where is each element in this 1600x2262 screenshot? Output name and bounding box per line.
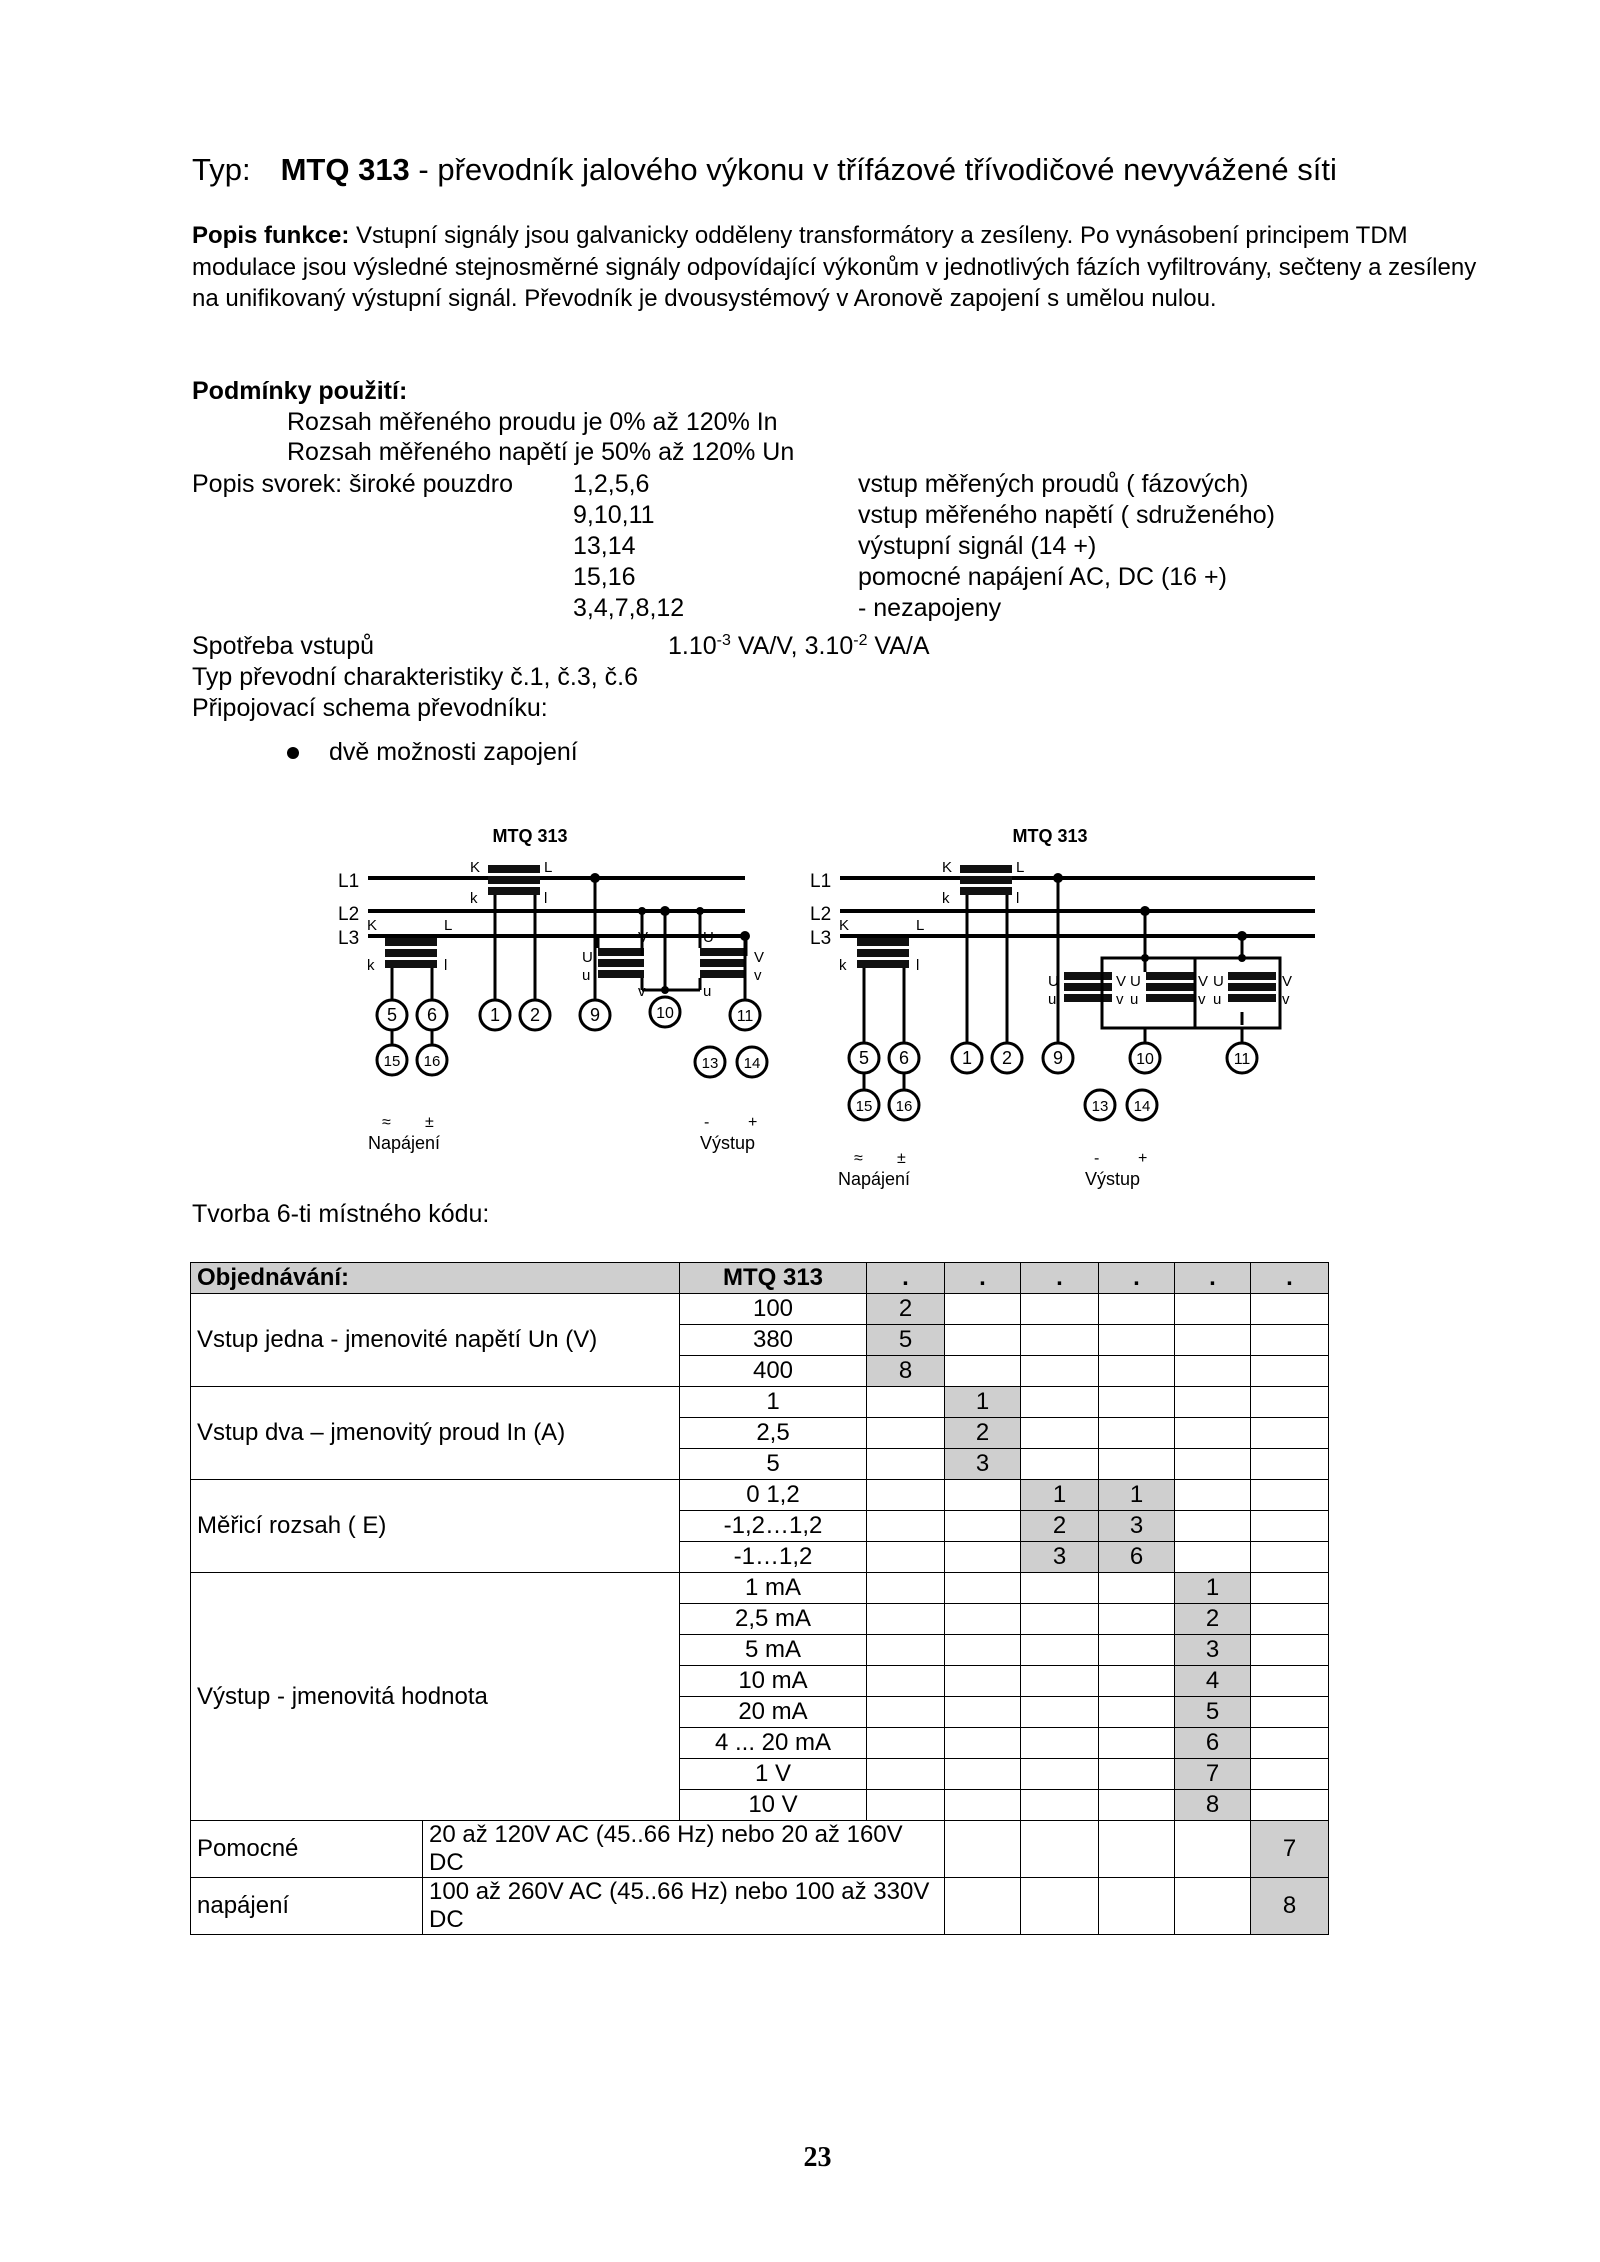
terminal-11: 11 bbox=[736, 1008, 754, 1025]
option-value: 4 ... 20 mA bbox=[680, 1728, 867, 1759]
code-cell bbox=[1175, 1449, 1251, 1480]
terminal-13-2: 13 bbox=[1091, 1098, 1109, 1115]
terminal-10-2: 10 bbox=[1136, 1051, 1154, 1068]
supply-label: Napájení bbox=[368, 1133, 441, 1153]
diagram-title-2: MTQ 313 bbox=[1012, 826, 1088, 846]
consumption-a-exp: -2 bbox=[853, 632, 868, 649]
code-cell: 3 bbox=[1175, 1635, 1251, 1666]
option-value: 5 mA bbox=[680, 1635, 867, 1666]
plus-symbol-2: + bbox=[1138, 1150, 1148, 1167]
code-cell: 5 bbox=[867, 1325, 945, 1356]
option-value: -1,2…1,2 bbox=[680, 1511, 867, 1542]
terminal-pins: 13,14 bbox=[573, 532, 636, 560]
code-cell bbox=[1021, 1573, 1099, 1604]
code-cell bbox=[1251, 1728, 1329, 1759]
code-cell bbox=[1251, 1511, 1329, 1542]
code-label: Tvorba 6-ti místného kódu: bbox=[192, 1200, 490, 1228]
code-cell bbox=[1175, 1821, 1251, 1878]
code-cell bbox=[1099, 1759, 1175, 1790]
code-cell bbox=[1099, 1325, 1175, 1356]
code-cell bbox=[867, 1449, 945, 1480]
phase-label-l2-2: L2 bbox=[810, 904, 832, 925]
option-value: 5 bbox=[680, 1449, 867, 1480]
code-cell bbox=[1021, 1325, 1099, 1356]
ct-k-lower: k bbox=[470, 890, 478, 907]
code-cell bbox=[945, 1666, 1021, 1697]
code-cell bbox=[1099, 1728, 1175, 1759]
code-cell bbox=[1099, 1294, 1175, 1325]
option-value: 100 bbox=[680, 1294, 867, 1325]
code-cell: 2 bbox=[1175, 1604, 1251, 1635]
output-label-2: Výstup bbox=[1085, 1169, 1141, 1189]
vt-v-lower-3: v bbox=[1116, 991, 1124, 1008]
code-cell bbox=[1021, 1697, 1099, 1728]
code-cell bbox=[945, 1697, 1021, 1728]
option-value: -1…1,2 bbox=[680, 1542, 867, 1573]
terminal-6: 6 bbox=[426, 1005, 438, 1025]
vt-u-lower-4: u bbox=[1130, 991, 1139, 1008]
supply-option: 100 až 260V AC (45..66 Hz) nebo 100 až 330V DC bbox=[423, 1878, 945, 1935]
minus-symbol-2: - bbox=[1094, 1150, 1100, 1167]
code-cell bbox=[1021, 1759, 1099, 1790]
code-cell: 6 bbox=[1099, 1542, 1175, 1573]
phase-label-l1: L1 bbox=[338, 871, 360, 892]
terminal-2: 2 bbox=[529, 1005, 541, 1025]
header-label: Objednávání: bbox=[191, 1263, 680, 1294]
code-cell bbox=[1251, 1573, 1329, 1604]
option-value: 380 bbox=[680, 1325, 867, 1356]
plus-symbol: + bbox=[748, 1114, 758, 1131]
option-value: 1 V bbox=[680, 1759, 867, 1790]
supply-label-cell: Pomocné bbox=[191, 1821, 423, 1878]
group-label: Měřicí rozsah ( E) bbox=[191, 1480, 680, 1573]
schema-label: Připojovací schema převodníku: bbox=[192, 694, 548, 722]
code-cell: 1 bbox=[1099, 1480, 1175, 1511]
vt-v-lower: v bbox=[638, 983, 646, 1000]
function-description bbox=[192, 220, 1482, 315]
table-row bbox=[191, 1573, 1329, 1604]
diagram-title: MTQ 313 bbox=[492, 826, 568, 846]
terminal-1: 1 bbox=[489, 1005, 501, 1025]
vt-u-upper-2: U bbox=[703, 929, 714, 946]
code-cell bbox=[1175, 1356, 1251, 1387]
code-cell: 3 bbox=[945, 1449, 1021, 1480]
phase-label-l3: L3 bbox=[338, 928, 360, 949]
option-value: 20 mA bbox=[680, 1697, 867, 1728]
table-row bbox=[191, 1878, 1329, 1935]
terminal-5-2: 5 bbox=[858, 1048, 870, 1068]
code-cell bbox=[867, 1790, 945, 1821]
ct-k-lower-2: k bbox=[367, 957, 375, 974]
consumption-a-unit: VA/A bbox=[867, 632, 930, 660]
terminal-desc: pomocné napájení AC, DC (16 +) bbox=[858, 563, 1227, 591]
terminal-14: 14 bbox=[743, 1055, 761, 1072]
code-cell: 6 bbox=[1175, 1728, 1251, 1759]
code-cell bbox=[1251, 1666, 1329, 1697]
terminal-14-2: 14 bbox=[1133, 1098, 1151, 1115]
terminal-15-2: 15 bbox=[855, 1098, 873, 1115]
code-cell bbox=[1099, 1878, 1175, 1935]
code-cell bbox=[1021, 1635, 1099, 1666]
vt-v-lower-4: v bbox=[1198, 991, 1206, 1008]
code-cell bbox=[1021, 1604, 1099, 1635]
code-cell bbox=[945, 1511, 1021, 1542]
table-row bbox=[191, 1480, 1329, 1511]
code-cell bbox=[1099, 1697, 1175, 1728]
code-cell bbox=[945, 1356, 1021, 1387]
ct-l-lower-3: l bbox=[1016, 890, 1020, 907]
description-text: Vstupní signály jsou galvanicky odděleny transformátory a zesíleny. Po vynásobení principem TDM modulace jsou výsledné stejnosměrné signály odpovídající výkonům v jednotlivých fázích vyfiltrovány, sečteny a zesíleny na unifikovaný výstupní signál. Převodník je dvousystémový v Aronově zapojení s umělou nulou. bbox=[192, 222, 1477, 312]
table-row bbox=[191, 1294, 1329, 1325]
table-header-row bbox=[191, 1263, 1329, 1294]
vt-u-lower: u bbox=[582, 967, 591, 984]
vt-u-upper-5: U bbox=[1213, 973, 1224, 990]
group-label: Vstup jedna - jmenovité napětí Un (V) bbox=[191, 1294, 680, 1387]
header-code-slot: . bbox=[1251, 1263, 1329, 1294]
consumption-value bbox=[668, 632, 930, 661]
code-cell bbox=[1251, 1387, 1329, 1418]
code-cell bbox=[1251, 1790, 1329, 1821]
terminal-10: 10 bbox=[656, 1005, 674, 1022]
code-cell bbox=[1099, 1635, 1175, 1666]
code-cell: 1 bbox=[1021, 1480, 1099, 1511]
ct-k-upper: K bbox=[470, 859, 481, 876]
code-cell: 1 bbox=[1175, 1573, 1251, 1604]
terminal-11-2: 11 bbox=[1233, 1051, 1251, 1068]
ordering-table bbox=[190, 1262, 1329, 1935]
code-cell bbox=[1021, 1387, 1099, 1418]
code-cell bbox=[1251, 1759, 1329, 1790]
code-cell bbox=[945, 1728, 1021, 1759]
terminal-pins: 15,16 bbox=[573, 563, 636, 591]
code-cell bbox=[867, 1728, 945, 1759]
code-cell bbox=[1021, 1294, 1099, 1325]
code-cell bbox=[1099, 1573, 1175, 1604]
code-cell bbox=[1251, 1697, 1329, 1728]
terminal-pins: 1,2,5,6 bbox=[573, 470, 650, 498]
code-cell bbox=[1251, 1294, 1329, 1325]
header-code-slot: . bbox=[1099, 1263, 1175, 1294]
option-value: 10 V bbox=[680, 1790, 867, 1821]
option-value: 400 bbox=[680, 1356, 867, 1387]
code-cell bbox=[1251, 1418, 1329, 1449]
ct-l-lower: l bbox=[544, 890, 548, 907]
code-cell bbox=[867, 1573, 945, 1604]
code-cell: 2 bbox=[867, 1294, 945, 1325]
code-cell bbox=[867, 1697, 945, 1728]
code-cell bbox=[1021, 1821, 1099, 1878]
consumption-v-exp: -3 bbox=[716, 632, 731, 649]
option-value: 2,5 mA bbox=[680, 1604, 867, 1635]
terminal-6-2: 6 bbox=[898, 1048, 910, 1068]
vt-v-lower-2: v bbox=[754, 967, 762, 984]
vt-v-lower-5: v bbox=[1282, 991, 1290, 1008]
terminal-desc: vstup měřených proudů ( fázových) bbox=[858, 470, 1249, 498]
code-cell bbox=[1175, 1480, 1251, 1511]
code-cell: 4 bbox=[1175, 1666, 1251, 1697]
code-cell bbox=[1251, 1480, 1329, 1511]
vt-v-upper-2: V bbox=[754, 949, 765, 966]
code-cell bbox=[867, 1480, 945, 1511]
option-value: 1 bbox=[680, 1387, 867, 1418]
code-cell bbox=[945, 1759, 1021, 1790]
code-cell bbox=[1175, 1878, 1251, 1935]
vt-u-lower-5: u bbox=[1213, 991, 1222, 1008]
code-cell bbox=[867, 1759, 945, 1790]
code-cell bbox=[945, 1294, 1021, 1325]
code-cell: 7 bbox=[1175, 1759, 1251, 1790]
terminal-desc: výstupní signál (14 +) bbox=[858, 532, 1097, 560]
code-cell bbox=[945, 1573, 1021, 1604]
option-value: 2,5 bbox=[680, 1418, 867, 1449]
code-cell bbox=[1175, 1511, 1251, 1542]
code-cell: 8 bbox=[1251, 1878, 1329, 1935]
supply-option: 20 až 120V AC (45..66 Hz) nebo 20 až 160V DC bbox=[423, 1821, 945, 1878]
consumption-v-base: 1.10 bbox=[668, 632, 717, 660]
characteristics: Typ převodní charakteristiky č.1, č.3, č.6 bbox=[192, 663, 639, 691]
vt-u-upper-4: U bbox=[1130, 973, 1141, 990]
terminal-pins: 9,10,11 bbox=[573, 501, 655, 529]
ct-l-lower-2: l bbox=[444, 957, 448, 974]
terminal-13: 13 bbox=[701, 1055, 719, 1072]
code-cell bbox=[945, 1542, 1021, 1573]
ct-k-lower-4: k bbox=[839, 957, 847, 974]
code-cell bbox=[1021, 1790, 1099, 1821]
page-title bbox=[192, 152, 1337, 188]
terminal-2-2: 2 bbox=[1001, 1048, 1013, 1068]
vt-v-upper-5: V bbox=[1282, 973, 1293, 990]
phase-label-l2: L2 bbox=[338, 904, 360, 925]
title-text: - převodník jalového výkonu v třífázové třívodičové nevyvážené síti bbox=[409, 152, 1337, 187]
option-value: 10 mA bbox=[680, 1666, 867, 1697]
group-label: Výstup - jmenovitá hodnota bbox=[191, 1573, 680, 1821]
page-number: 23 bbox=[803, 2142, 832, 2173]
code-cell bbox=[1251, 1356, 1329, 1387]
pm-symbol-2: ± bbox=[897, 1150, 906, 1167]
code-cell: 1 bbox=[945, 1387, 1021, 1418]
conditions-current: Rozsah měřeného proudu je 0% až 120% In bbox=[287, 408, 778, 436]
header-code-slot: . bbox=[867, 1263, 945, 1294]
option-value: 0 1,2 bbox=[680, 1480, 867, 1511]
description-label: Popis funkce: bbox=[192, 222, 350, 249]
ct-l-upper-3: L bbox=[1016, 859, 1025, 876]
terminal-1-2: 1 bbox=[961, 1048, 973, 1068]
ct-l-lower-4: l bbox=[916, 957, 920, 974]
code-cell bbox=[1021, 1878, 1099, 1935]
type-label: Typ: bbox=[192, 152, 251, 187]
code-cell bbox=[1099, 1387, 1175, 1418]
code-cell: 2 bbox=[1021, 1511, 1099, 1542]
code-cell: 7 bbox=[1251, 1821, 1329, 1878]
terminal-16-2: 16 bbox=[895, 1098, 913, 1115]
phase-label-l3-2: L3 bbox=[810, 928, 832, 949]
code-cell bbox=[945, 1604, 1021, 1635]
wiring-diagram-left bbox=[338, 826, 767, 1153]
code-cell bbox=[1175, 1542, 1251, 1573]
bullet-icon bbox=[287, 747, 299, 759]
code-cell bbox=[1251, 1542, 1329, 1573]
code-cell bbox=[1021, 1666, 1099, 1697]
code-cell bbox=[1099, 1666, 1175, 1697]
code-cell bbox=[1099, 1356, 1175, 1387]
group-label: Vstup dva – jmenovitý proud In (A) bbox=[191, 1387, 680, 1480]
code-cell bbox=[945, 1635, 1021, 1666]
code-cell bbox=[945, 1821, 1021, 1878]
header-code-slot: . bbox=[1021, 1263, 1099, 1294]
table-row bbox=[191, 1387, 1329, 1418]
code-cell: 3 bbox=[1021, 1542, 1099, 1573]
conditions-label: Podmínky použití: bbox=[192, 377, 408, 405]
vt-v-upper-4: V bbox=[1198, 973, 1209, 990]
code-cell bbox=[1099, 1790, 1175, 1821]
code-cell bbox=[1251, 1449, 1329, 1480]
vt-u-lower-3: u bbox=[1048, 991, 1057, 1008]
code-cell bbox=[867, 1666, 945, 1697]
vt-v-upper-3: V bbox=[1116, 973, 1127, 990]
ac-symbol: ≈ bbox=[382, 1114, 391, 1131]
ct-k-lower-3: k bbox=[942, 890, 950, 907]
code-cell bbox=[1099, 1449, 1175, 1480]
bullet-item bbox=[287, 738, 578, 767]
code-cell bbox=[1175, 1325, 1251, 1356]
header-code-slot: . bbox=[1175, 1263, 1251, 1294]
code-cell: 8 bbox=[867, 1356, 945, 1387]
terminal-9-2: 9 bbox=[1052, 1048, 1064, 1068]
code-cell bbox=[867, 1635, 945, 1666]
output-label: Výstup bbox=[700, 1133, 756, 1153]
vt-u-lower-2: u bbox=[703, 983, 712, 1000]
code-cell: 5 bbox=[1175, 1697, 1251, 1728]
consumption-label: Spotřeba vstupů bbox=[192, 632, 375, 660]
header-code-slot: . bbox=[945, 1263, 1021, 1294]
terminal-16: 16 bbox=[423, 1053, 441, 1070]
code-cell bbox=[867, 1387, 945, 1418]
vt-u-upper: U bbox=[582, 949, 593, 966]
option-value: 1 mA bbox=[680, 1573, 867, 1604]
consumption-v-unit: VA/V, 3.10 bbox=[730, 632, 854, 660]
vt-v-upper: V bbox=[638, 929, 649, 946]
code-cell bbox=[1251, 1635, 1329, 1666]
terminal-desc: vstup měřeného napětí ( sdruženého) bbox=[858, 501, 1275, 529]
ct-l-upper-2: L bbox=[444, 917, 453, 934]
bullet-text: dvě možnosti zapojení bbox=[329, 738, 578, 766]
code-cell bbox=[867, 1418, 945, 1449]
vt-u-upper-3: U bbox=[1048, 973, 1059, 990]
code-cell bbox=[1021, 1418, 1099, 1449]
code-cell: 3 bbox=[1099, 1511, 1175, 1542]
code-cell bbox=[945, 1790, 1021, 1821]
code-cell bbox=[1251, 1604, 1329, 1635]
terminal-15: 15 bbox=[383, 1053, 401, 1070]
header-model: MTQ 313 bbox=[680, 1263, 867, 1294]
code-cell bbox=[1021, 1728, 1099, 1759]
ct-k-upper-4: K bbox=[839, 917, 850, 934]
code-cell bbox=[1099, 1418, 1175, 1449]
pm-symbol: ± bbox=[425, 1114, 434, 1131]
code-cell bbox=[1251, 1325, 1329, 1356]
code-cell bbox=[867, 1511, 945, 1542]
terminal-desc: - nezapojeny bbox=[858, 594, 1002, 622]
model-name: MTQ 313 bbox=[280, 152, 410, 187]
code-cell bbox=[1175, 1418, 1251, 1449]
code-cell bbox=[1175, 1294, 1251, 1325]
code-cell bbox=[945, 1878, 1021, 1935]
supply-label-cell: napájení bbox=[191, 1878, 423, 1935]
terminal-9: 9 bbox=[589, 1005, 601, 1025]
code-cell: 2 bbox=[945, 1418, 1021, 1449]
code-cell bbox=[867, 1604, 945, 1635]
terminal-pins: 3,4,7,8,12 bbox=[573, 594, 685, 622]
code-cell: 8 bbox=[1175, 1790, 1251, 1821]
ct-l-upper-4: L bbox=[916, 917, 925, 934]
ordering-table-body bbox=[191, 1263, 1329, 1935]
ct-l-upper: L bbox=[544, 859, 553, 876]
ct-k-upper-3: K bbox=[942, 859, 953, 876]
wiring-diagrams bbox=[320, 820, 1340, 1200]
code-cell bbox=[1021, 1356, 1099, 1387]
ct-k-upper-2: K bbox=[367, 917, 378, 934]
wiring-diagram-right bbox=[810, 826, 1315, 1189]
terminal-5: 5 bbox=[386, 1005, 398, 1025]
code-cell bbox=[867, 1542, 945, 1573]
code-cell bbox=[1021, 1449, 1099, 1480]
code-cell bbox=[1175, 1387, 1251, 1418]
code-cell bbox=[945, 1480, 1021, 1511]
code-cell bbox=[1099, 1821, 1175, 1878]
conditions-voltage: Rozsah měřeného napětí je 50% až 120% Un bbox=[287, 438, 795, 466]
ac-symbol-2: ≈ bbox=[854, 1150, 863, 1167]
supply-label-2: Napájení bbox=[838, 1169, 911, 1189]
table-row bbox=[191, 1821, 1329, 1878]
code-cell bbox=[945, 1325, 1021, 1356]
phase-label-l1-2: L1 bbox=[810, 871, 832, 892]
minus-symbol: - bbox=[704, 1114, 710, 1131]
terminals-label: Popis svorek: široké pouzdro bbox=[192, 470, 513, 498]
code-cell bbox=[1099, 1604, 1175, 1635]
